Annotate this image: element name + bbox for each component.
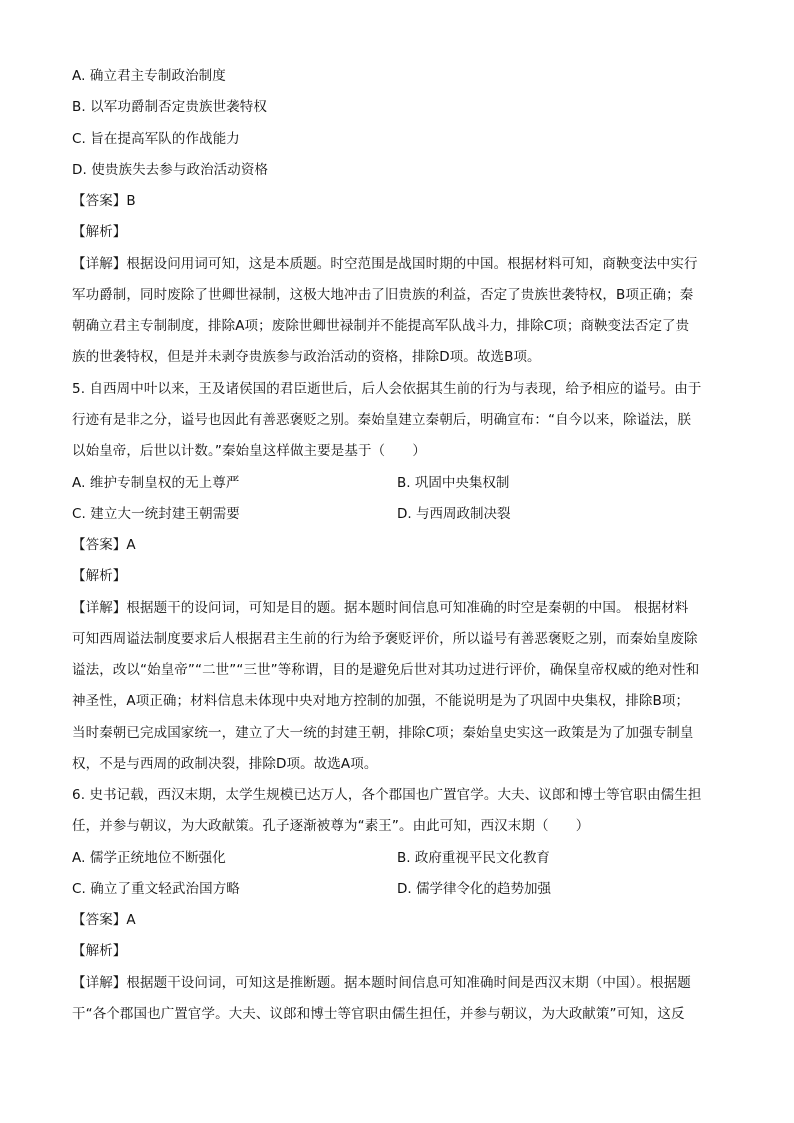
q6-option-a: A. 儒学正统地位不断强化 <box>72 850 226 866</box>
q5-answer: 【答案】A <box>72 537 136 553</box>
q5-option-b: B. 巩固中央集权制 <box>397 475 510 491</box>
q6-option-b: B. 政府重视平民文化教育 <box>397 850 550 866</box>
q5-option-a: A. 维护专制皇权的无上尊严 <box>72 475 240 491</box>
q6-detail-line-1: 【详解】根据题干设问词，可知这是推断题。据本题时间信息可知准确时间是西汉末期（中国）。根据题 <box>72 975 691 991</box>
q5-detail-line-2: 可知西周谥法制度要求后人根据君主生前的行为给予褒贬评价，所以谥号有善恶褒贬之别，而秦始皇废除 <box>72 631 698 647</box>
q5-option-d: D. 与西周政制决裂 <box>397 506 511 522</box>
q6-detail-line-2: 干“各个郡国也广置官学。大夫、议郎和博士等官职由儒生担任，并参与朝议，为大政献策”可知，这反 <box>72 1006 685 1022</box>
q4-answer: 【答案】B <box>72 193 136 209</box>
q6-answer: 【答案】A <box>72 912 136 928</box>
q4-option-b: B. 以军功爵制否定贵族世袭特权 <box>72 99 267 115</box>
q5-stem-line-1: 5. 自西周中叶以来，王及诸侯国的君臣逝世后，后人会依据其生前的行为与表现，给予相应的谥号。由于 <box>72 381 702 397</box>
q5-detail-line-1: 【详解】根据题干的设问词，可知是目的题。据本题时间信息可知准确的时空是秦朝的中国。 根据材料 <box>72 600 689 616</box>
q5-detail-line-6: 权，不是与西周的政制决裂，排除D项。故选A项。 <box>72 756 378 772</box>
q4-option-d: D. 使贵族失去参与政治活动资格 <box>72 162 269 178</box>
q4-option-a: A. 确立君主专制政治制度 <box>72 68 226 84</box>
q6-stem-line-2: 任，并参与朝议，为大政献策。孔子逐渐被尊为“素王”。由此可知，西汉末期（ ） <box>72 818 590 834</box>
q6-analysis-title: 【解析】 <box>72 943 127 959</box>
q5-detail-line-4: 神圣性，A项正确；材料信息未体现中央对地方控制的加强，不能说明是为了巩固中央集权，排除B项； <box>72 693 690 709</box>
q5-detail-line-3: 谥法，改以“始皇帝”“二世”“三世”等称谓，目的是避免后世对其功过进行评价，确保皇帝权威的绝对性和 <box>72 662 700 678</box>
q5-stem-line-3: 以始皇帝，后世以计数。”秦始皇这样做主要是基于（ ） <box>72 443 426 459</box>
q5-detail-line-5: 当时秦朝已完成国家统一，建立了大一统的封建王朝，排除C项；秦始皇史实这一政策是为了加强专制皇 <box>72 725 694 741</box>
q4-detail-line-1: 【详解】根据设问用词可知，这是本质题。时空范围是战国时期的中国。根据材料可知，商鞅变法中实行 <box>72 256 698 272</box>
q4-detail-line-2: 军功爵制，同时废除了世卿世禄制，这极大地冲击了旧贵族的利益，否定了贵族世袭特权，B项正确；秦 <box>72 287 694 303</box>
q5-analysis-title: 【解析】 <box>72 568 127 584</box>
q6-option-c: C. 确立了重文轻武治国方略 <box>72 881 240 897</box>
q4-analysis-title: 【解析】 <box>72 224 127 240</box>
q5-option-c: C. 建立大一统封建王朝需要 <box>72 506 240 522</box>
q4-detail-line-3: 朝确立君主专制制度，排除A项；废除世卿世禄制并不能提高军队战斗力，排除C项；商鞅变法否定了贵 <box>72 318 690 334</box>
q6-stem-line-1: 6. 史书记载，西汉末期，太学生规模已达万人，各个郡国也广置官学。大夫、议郎和博士等官职由儒生担 <box>72 787 702 803</box>
q4-detail-line-4: 族的世袭特权，但是并未剥夺贵族参与政治活动的资格，排除D项。故选B项。 <box>72 349 541 365</box>
q6-option-d: D. 儒学律令化的趋势加强 <box>397 881 551 897</box>
q4-option-c: C. 旨在提高军队的作战能力 <box>72 131 240 147</box>
q5-stem-line-2: 行迹有是非之分，谥号也因此有善恶褒贬之别。秦始皇建立秦朝后，明确宣布：“自今以来，除谥法，朕 <box>72 412 692 428</box>
